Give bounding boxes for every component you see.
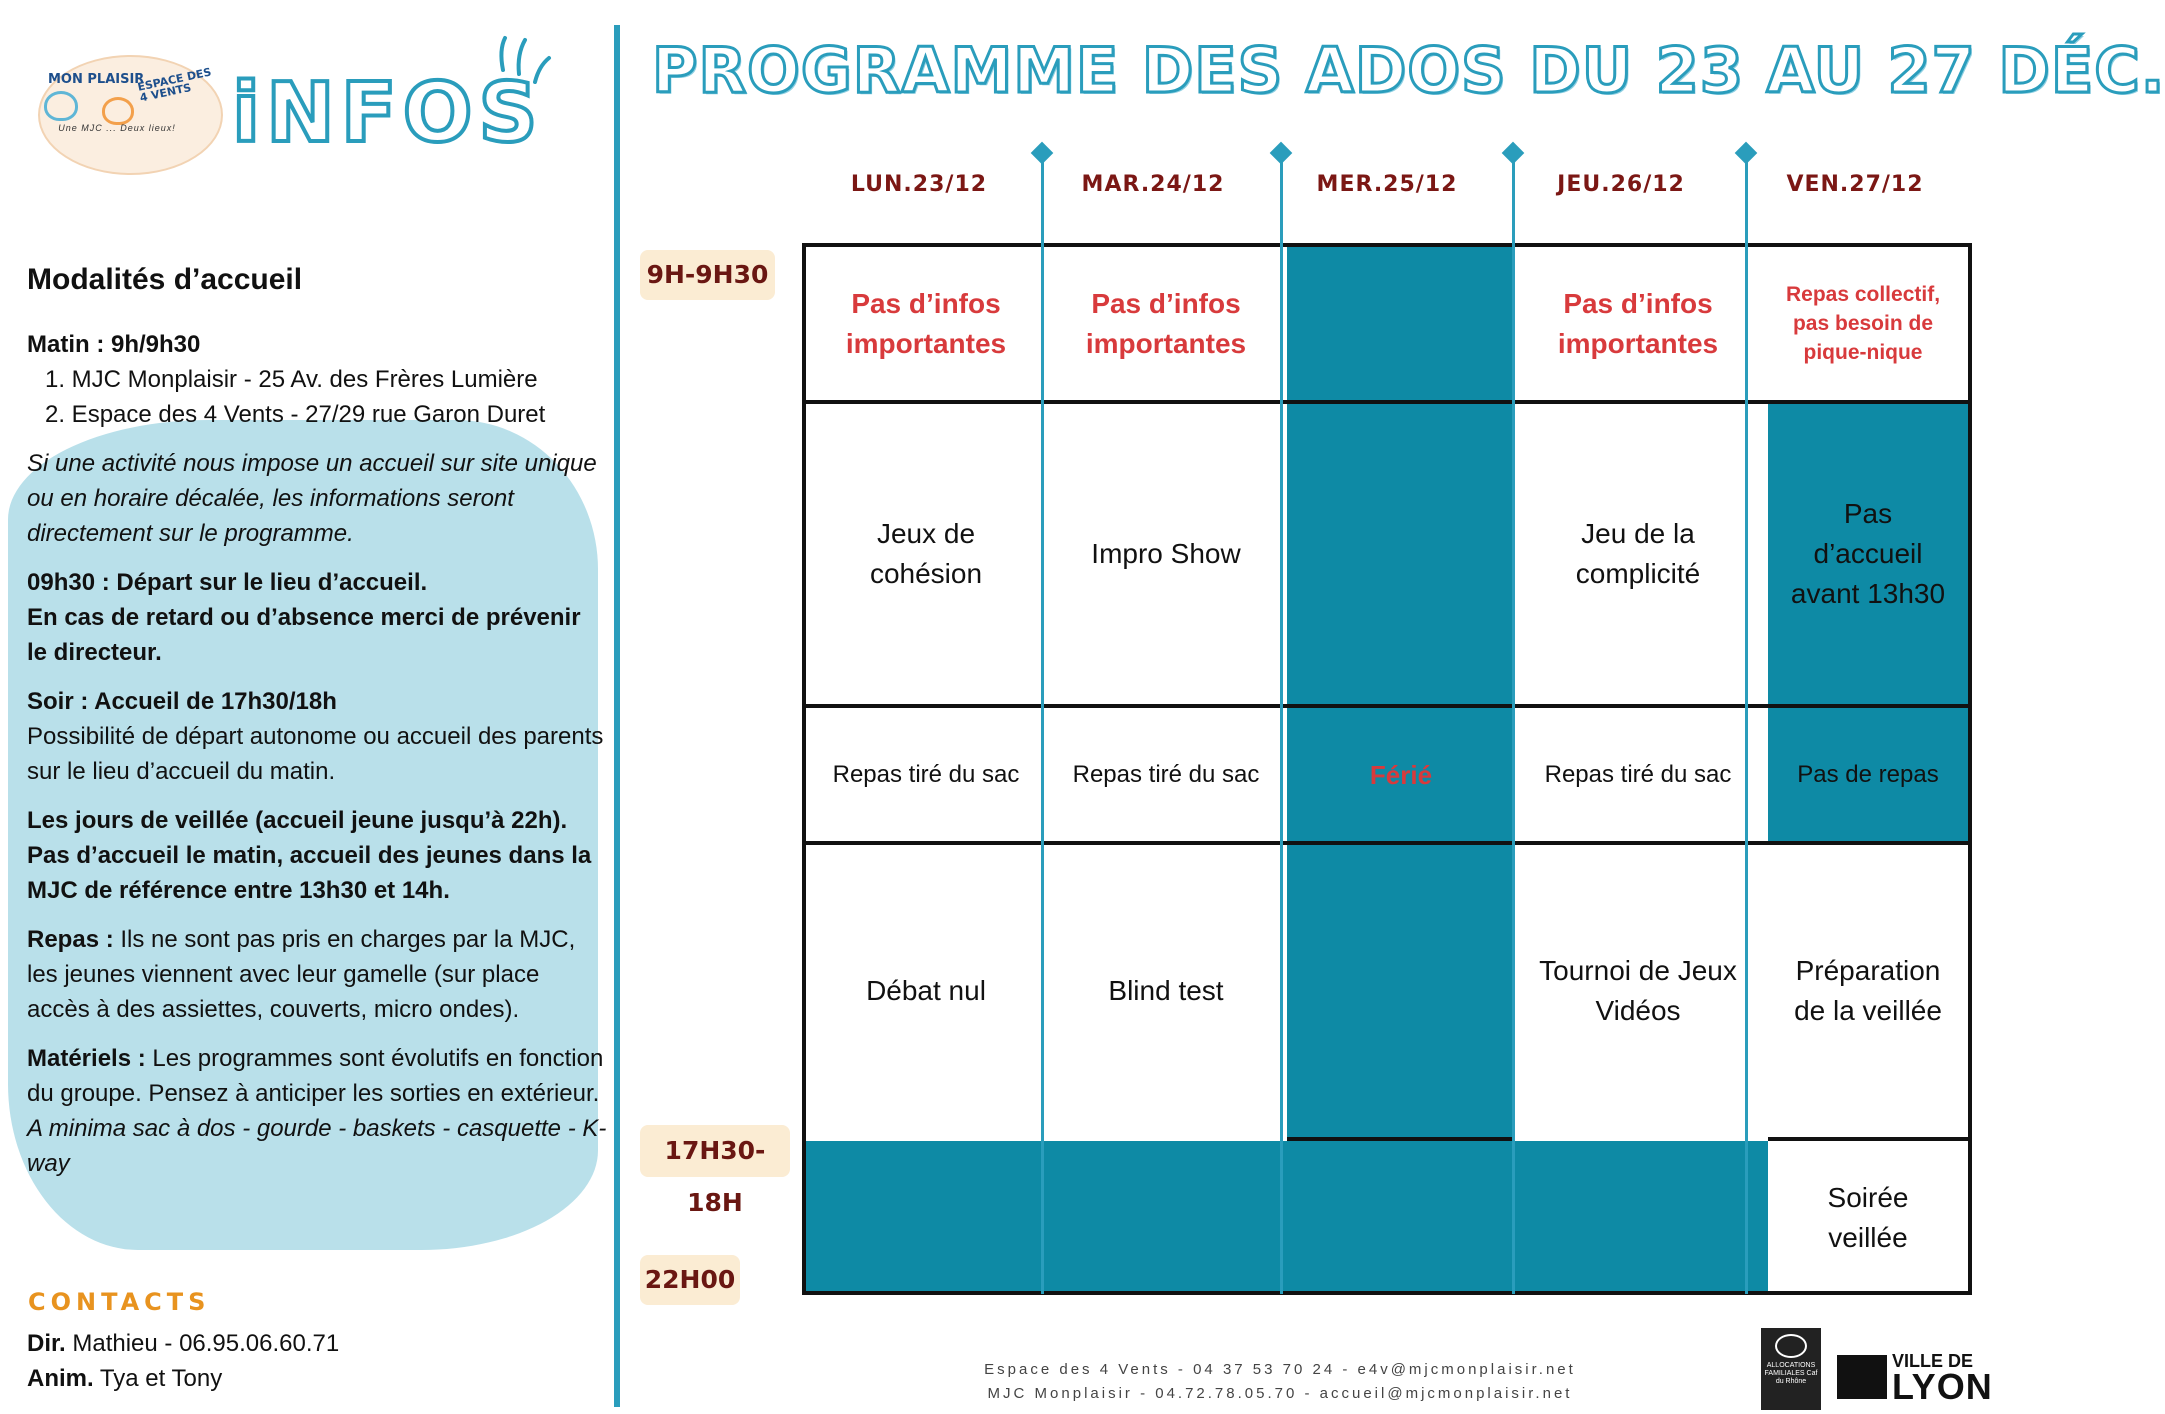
footer-line-2: MJC Monplaisir - 04.72.78.05.70 - accueil@mjcmonplaisir.net	[987, 1385, 1573, 1402]
table-cell: Pas de repas	[1768, 708, 1968, 841]
table-cell: Jeux de cohésion	[869, 518, 983, 589]
table-cell: Impro Show	[1091, 538, 1241, 569]
logo-mjc-name: MON PLAISIR	[48, 72, 145, 87]
materiels-block	[27, 1041, 607, 1111]
day-header: MAR.24/12	[1081, 172, 1225, 197]
minima-text: A minima sac à dos - gourde - baskets - casquette - K-way	[27, 1115, 607, 1177]
table-cell: Soirée veillée	[1827, 1182, 1909, 1253]
table-cell: Débat nul	[866, 975, 986, 1006]
contacts-title: CONTACTS	[28, 1288, 211, 1316]
programme-title: PROGRAMME DES ADOS DU 23 AU 27 DÉC.	[652, 34, 2165, 107]
time-label: 22H00	[640, 1255, 740, 1305]
column-divider	[1041, 152, 1044, 1294]
row-divider	[806, 704, 1968, 708]
list-item: 1. MJC Monplaisir - 25 Av. des Frères Lumière	[45, 366, 538, 393]
soir-label: Soir : Accueil de 17h30/18h	[27, 688, 337, 715]
row-divider	[806, 400, 1968, 404]
row-divider	[1768, 1137, 1968, 1141]
row-divider	[806, 841, 1968, 845]
day-header: MER.25/12	[1316, 172, 1458, 197]
accueil-note: Si une activité nous impose un accueil sur site unique ou en horaire décalée, les informations seront directement sur le programme.	[27, 450, 597, 547]
table-cell: Jeu de la complicité	[1575, 518, 1701, 589]
table-cell: Pas d’infos importantes	[1557, 287, 1719, 359]
contact-anim-value: Tya et Tony	[99, 1365, 223, 1392]
pin-icon	[1031, 142, 1054, 165]
contact-animators	[27, 1365, 222, 1393]
table-cell: Tournoi de Jeux Vidéos	[1539, 955, 1737, 1026]
table-cell: Repas tiré du sac	[832, 760, 1020, 788]
repas-label: Repas :	[27, 926, 114, 953]
caf-text: ALLOCATIONS FAMILIALES Caf du Rhône	[1764, 1362, 1818, 1385]
contact-anim-label: Anim.	[27, 1365, 94, 1392]
table-cell: Préparation de la veillée	[1794, 955, 1942, 1026]
table-cell: Repas tiré du sac	[1544, 760, 1732, 788]
pin-icon	[1502, 142, 1525, 165]
sparkle-icon	[495, 30, 555, 100]
day-header: VEN.27/12	[1786, 172, 1924, 197]
contact-director	[27, 1330, 339, 1358]
vertical-divider	[614, 25, 620, 1407]
table-cell: Pas d’accueil avant 13h30	[1768, 404, 1968, 704]
logo-space-name: ESPACE DES 4 VENTS	[136, 65, 213, 105]
table-cell: Repas tiré du sac	[1072, 760, 1260, 788]
materiels-label: Matériels :	[27, 1045, 146, 1072]
contact-dir-value: Mathieu - 06.95.06.60.71	[72, 1330, 340, 1357]
table-cell: Blind test	[1108, 975, 1224, 1006]
lieux-list	[45, 362, 607, 432]
table-cell: Pas d’infos importantes	[1085, 287, 1247, 359]
table-cell: Pas d’infos importantes	[845, 287, 1007, 359]
heart-icon	[44, 91, 78, 121]
row-divider	[1287, 1137, 1515, 1141]
lyon-logo	[1892, 1351, 1993, 1407]
table-cell: Férié	[1369, 759, 1433, 790]
heart-icon	[102, 97, 134, 125]
materiels-text: Les programmes sont évolutifs en fonction du groupe. Pensez à anticiper les sorties en extérieur.	[27, 1045, 604, 1107]
list-item: 2. Espace des 4 Vents - 27/29 rue Garon Duret	[45, 401, 546, 428]
repas-block	[27, 922, 607, 1027]
footer-line-1: Espace des 4 Vents - 04 37 53 70 24 - e4v@mjcmonplaisir.net	[984, 1361, 1576, 1378]
time-label: 9H-9H30	[640, 250, 775, 300]
lyon-name: LYON	[1892, 1366, 1993, 1407]
schedule-table	[802, 243, 1972, 1295]
repas-text: Ils ne sont pas pris en charges par la MJC, les jeunes viennent avec leur gamelle (sur place accès à des assiettes, couverts, micro ondes).	[27, 926, 576, 1023]
soir-text: Possibilité de départ autonome ou accueil des parents sur le lieu d’accueil du matin.	[27, 723, 604, 785]
depart-block	[27, 565, 607, 670]
soir-block	[27, 684, 607, 789]
veillee-text: Les jours de veillée (accueil jeune jusqu’à 22h). Pas d’accueil le matin, accueil des jeunes dans la MJC de référence entre 13h30 et 14h.	[27, 807, 592, 904]
table-cell: Repas collectif, pas besoin de pique-nique	[1785, 283, 1941, 364]
lyon-ville-de: VILLE DE	[1892, 1351, 1974, 1371]
pin-icon	[1270, 142, 1293, 165]
caf-logo	[1761, 1328, 1821, 1410]
accueil-section	[27, 262, 607, 1181]
infos-title: iNFOS	[232, 66, 544, 161]
retard-text: En cas de retard ou d’absence merci de prévenir le directeur.	[27, 604, 581, 666]
matin-label: Matin : 9h/9h30	[27, 331, 201, 358]
pin-icon	[1735, 142, 1758, 165]
contact-dir-label: Dir.	[27, 1330, 66, 1357]
mjc-logo	[38, 55, 223, 175]
evening-empty-block	[806, 1141, 1768, 1291]
depart-text: 09h30 : Départ sur le lieu d’accueil.	[27, 569, 428, 596]
column-divider	[1280, 152, 1283, 1294]
lyon-lion-icon	[1837, 1355, 1887, 1399]
time-label: 17H30-18H	[640, 1125, 790, 1177]
column-divider	[1512, 152, 1515, 1294]
day-header: LUN.23/12	[850, 172, 988, 197]
logo-tagline: Une MJC ... Deux lieux!	[58, 123, 176, 133]
day-header: JEU.26/12	[1557, 172, 1685, 197]
accueil-title: Modalités d’accueil	[27, 263, 303, 296]
caf-emblem-icon	[1775, 1334, 1807, 1358]
column-divider	[1745, 152, 1748, 1294]
